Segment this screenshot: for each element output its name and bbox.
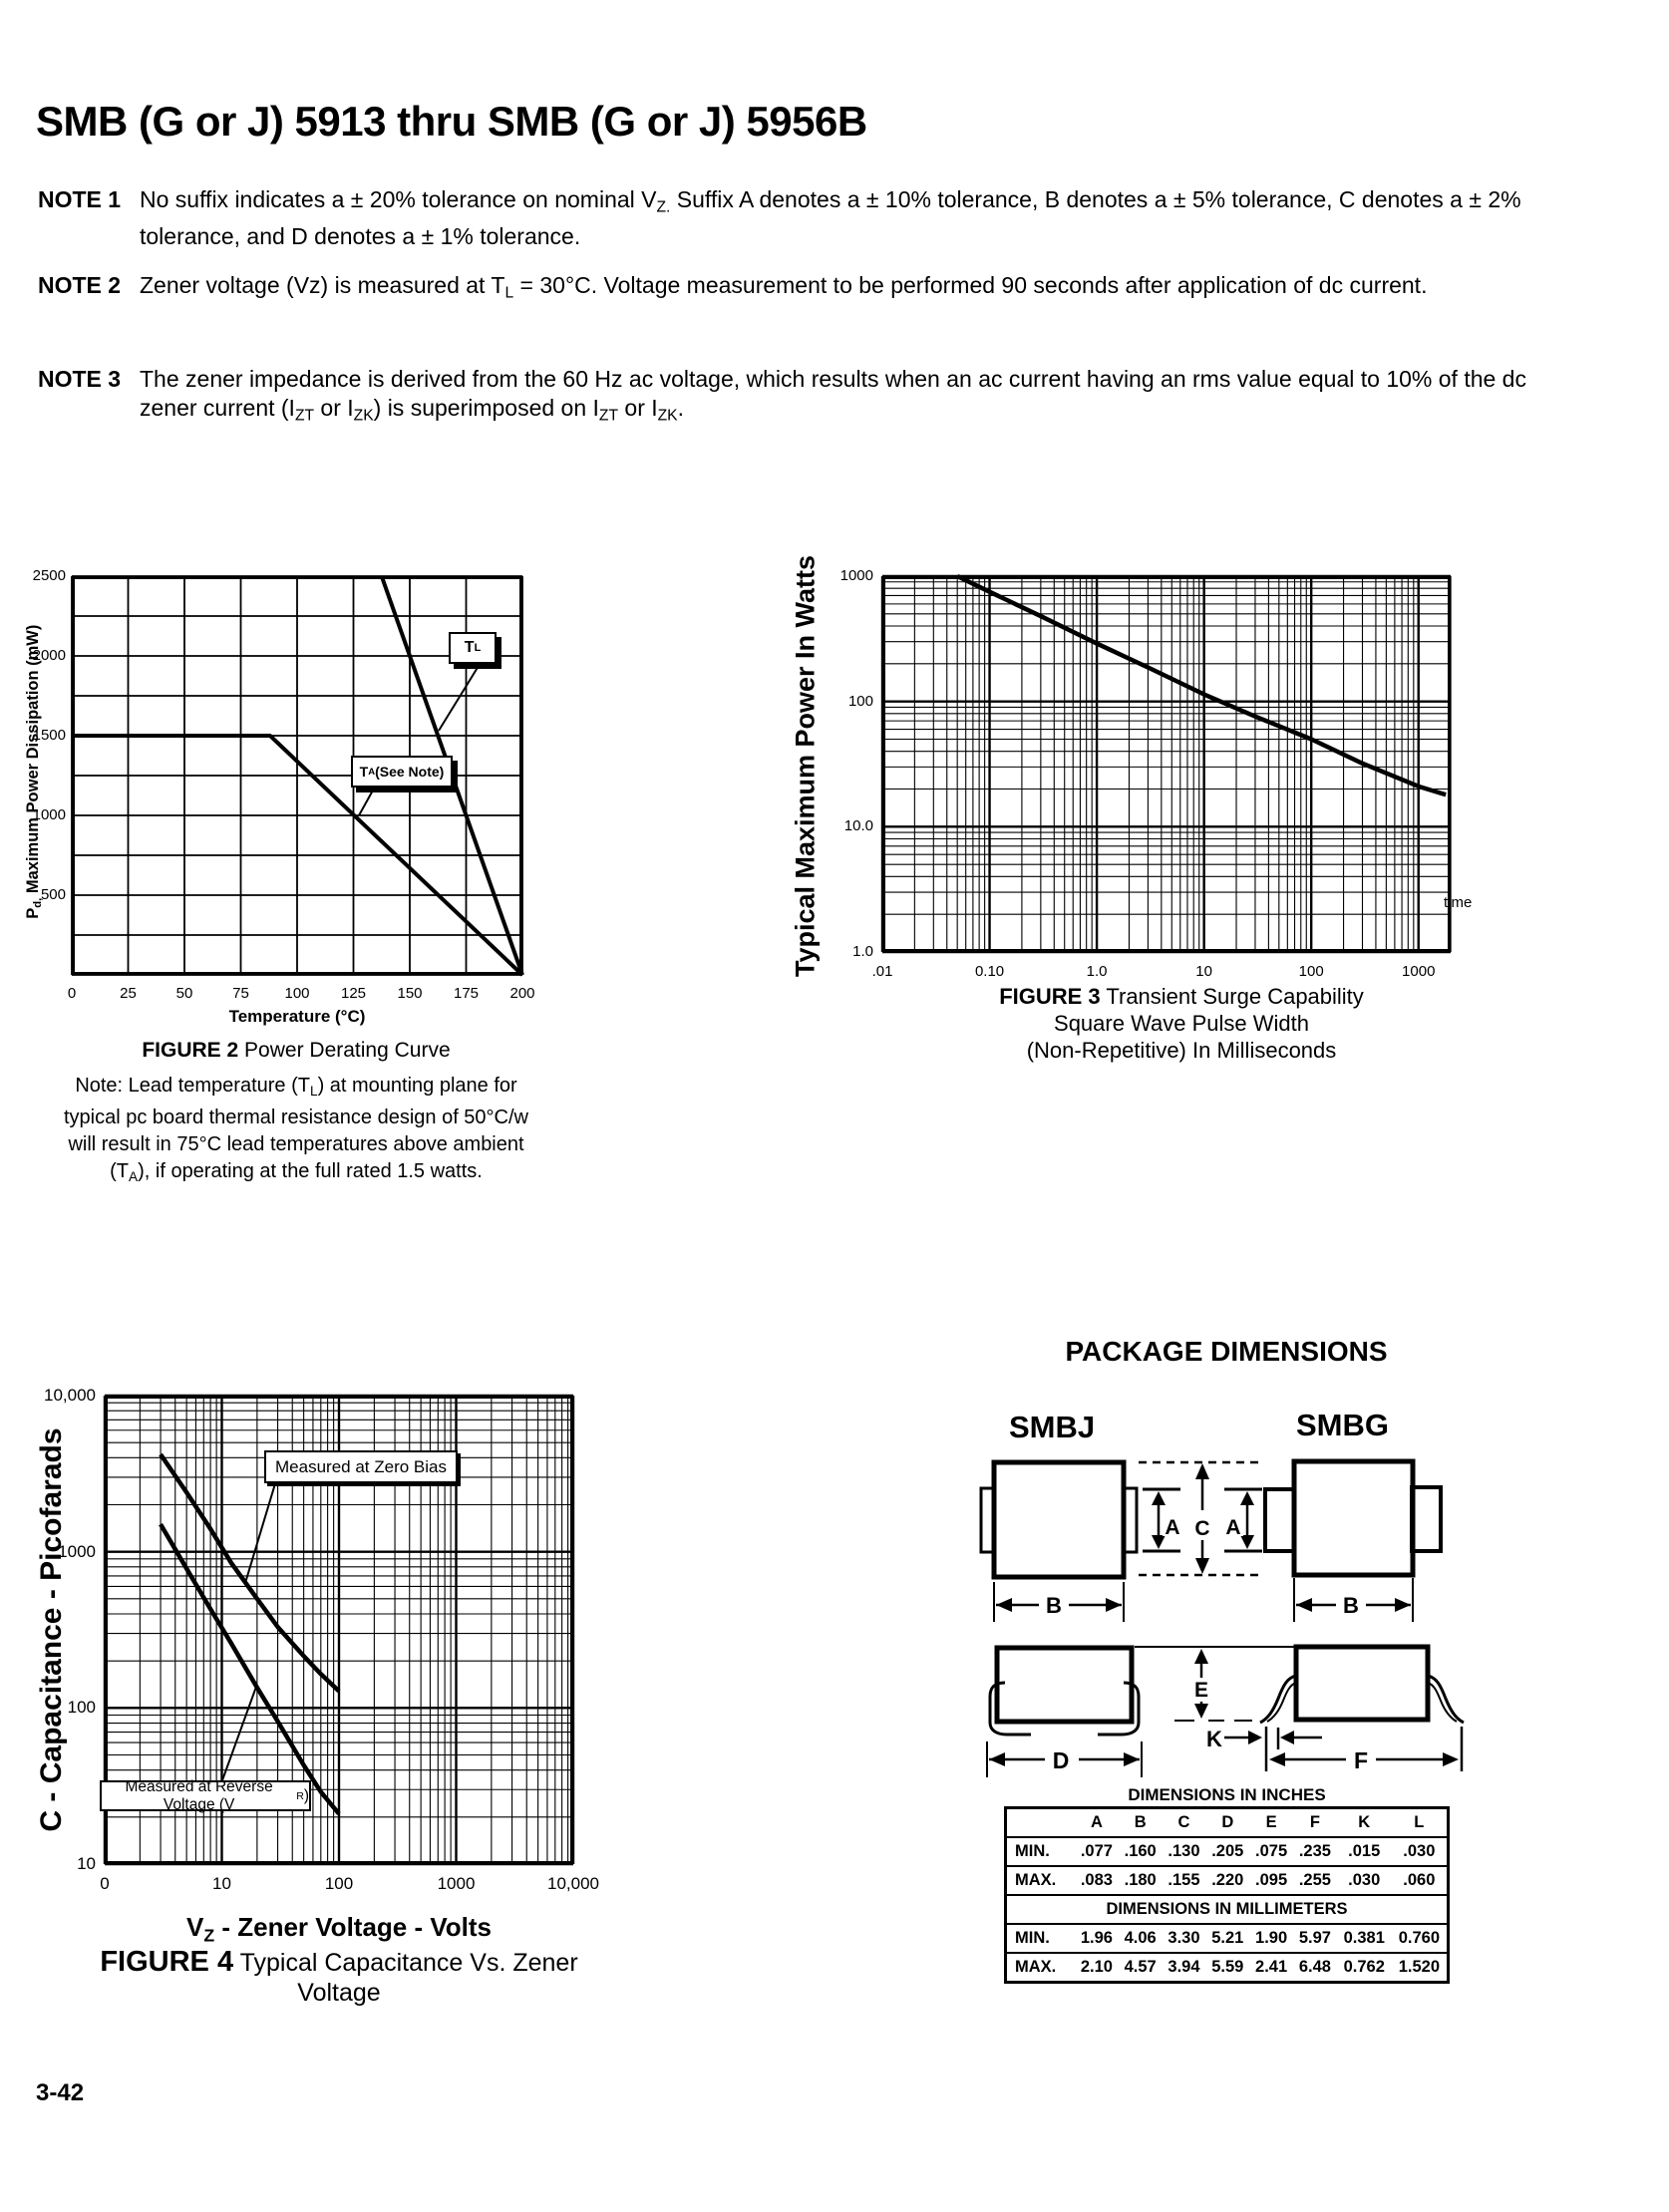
text-segment: Measured at Zero Bias bbox=[275, 1456, 447, 1476]
figure4-x-axis-label bbox=[105, 1912, 573, 1946]
text-segment: or I bbox=[618, 395, 658, 421]
inches-min-row bbox=[1006, 1837, 1449, 1866]
figure3-y-axis-label: Typical Maximum Power In Watts bbox=[790, 554, 821, 978]
note-text bbox=[140, 271, 1535, 308]
dim-letter-a: A bbox=[1225, 1516, 1241, 1539]
annotation-ta bbox=[351, 756, 453, 788]
text-segment: Suffix A denotes a ± 10% tolerance, B denotes a ± 5% tolerance, C denotes a ± 2% tolerance, and D denotes a ± 1% tolerance. bbox=[140, 186, 1521, 249]
subscript-text: ZK bbox=[657, 407, 678, 425]
text-segment: will result in 75°C lead temperatures above ambient bbox=[68, 1133, 524, 1156]
subscript-text: d, bbox=[32, 897, 45, 908]
text-segment: P bbox=[23, 907, 42, 919]
fig4-x-tick: 10,000 bbox=[547, 1874, 599, 1893]
figure2-caption-rest: Power Derating Curve bbox=[238, 1039, 451, 1062]
table-cell: 0.381 bbox=[1337, 1924, 1392, 1953]
table-cell: .015 bbox=[1337, 1837, 1392, 1866]
note-text bbox=[140, 185, 1535, 251]
note-2 bbox=[38, 271, 1535, 308]
dim-letter-e: E bbox=[1193, 1679, 1209, 1702]
table-cell: .083 bbox=[1075, 1866, 1119, 1895]
fig2-x-tick: 0 bbox=[67, 985, 77, 1002]
text-segment: typical pc board thermal resistance design of 50°C/w bbox=[63, 1106, 528, 1129]
dim-letter-d: D bbox=[1052, 1747, 1070, 1773]
table-cell: .155 bbox=[1163, 1866, 1206, 1895]
figure4-y-axis-label: C - Capacitance - Picofarads bbox=[35, 1427, 68, 1832]
note-label: NOTE 3 bbox=[38, 366, 122, 392]
dimensions-table-wrap bbox=[1004, 1806, 1450, 1984]
figure4-caption bbox=[60, 1946, 618, 2008]
text-segment: Measured at Reverse Voltage (V bbox=[125, 1777, 273, 1813]
figure2-x-axis-label: Temperature (°C) bbox=[228, 1007, 366, 1026]
annotation-reverse-voltage bbox=[100, 1777, 311, 1813]
table-cell: 0.760 bbox=[1392, 1924, 1449, 1953]
fig4-x-tick: 1000 bbox=[437, 1874, 476, 1893]
table-cell: 5.59 bbox=[1205, 1953, 1249, 1983]
fig2-y-tick: 2000 bbox=[32, 647, 66, 664]
fig4-x-tick: 0 bbox=[100, 1874, 110, 1893]
dim-letter-a: A bbox=[1165, 1516, 1180, 1539]
fig4-y-tick: 10,000 bbox=[44, 1386, 96, 1405]
dimension-letters bbox=[1041, 1512, 1375, 1773]
subscript-text: A bbox=[129, 1169, 139, 1185]
fig2-x-tick: 125 bbox=[340, 985, 367, 1002]
subscript-text: ZT bbox=[294, 407, 315, 425]
note-label: NOTE 1 bbox=[38, 186, 122, 212]
package-variant-smbj: SMBJ bbox=[1009, 1410, 1096, 1444]
table-cell: 3.30 bbox=[1163, 1924, 1206, 1953]
text-segment: Maximum Power Dissipation (mW) bbox=[23, 624, 42, 898]
figure3-time-label: time bbox=[1444, 894, 1473, 911]
figure2-footnote-line bbox=[42, 1105, 550, 1131]
table-cell: 3.94 bbox=[1163, 1953, 1206, 1983]
table-cell: 5.21 bbox=[1205, 1924, 1249, 1953]
subscript-text: L bbox=[474, 642, 482, 654]
text-segment: Note: Lead temperature (T bbox=[75, 1075, 310, 1097]
row-label: MIN. bbox=[1006, 1924, 1076, 1953]
package-outline-drawing bbox=[957, 1450, 1476, 1784]
text-segment: (See Note) bbox=[375, 764, 445, 780]
table-cell: .255 bbox=[1293, 1866, 1337, 1895]
row-label: MIN. bbox=[1006, 1837, 1076, 1866]
note-text bbox=[140, 365, 1535, 431]
figure2-caption-bold: FIGURE 2 bbox=[142, 1039, 239, 1062]
table-cell: 0.762 bbox=[1337, 1953, 1392, 1983]
table-cell: .130 bbox=[1163, 1837, 1206, 1866]
table-cell: .220 bbox=[1205, 1866, 1249, 1895]
figure3-caption-line1 bbox=[932, 983, 1431, 1010]
fig3-x-tick: 1000 bbox=[1402, 963, 1436, 980]
fig4-x-tick: 10 bbox=[212, 1874, 231, 1893]
table-cell: .075 bbox=[1249, 1837, 1293, 1866]
text-segment: No suffix indicates a ± 20% tolerance on nominal V bbox=[140, 186, 657, 212]
dim-letter-c: C bbox=[1194, 1517, 1210, 1540]
figure3-caption bbox=[932, 983, 1431, 1064]
figure3-caption-bold: FIGURE 3 bbox=[999, 984, 1101, 1009]
fig4-y-tick: 100 bbox=[67, 1698, 96, 1718]
fig3-x-tick: 100 bbox=[1298, 963, 1324, 980]
table-cell: C bbox=[1163, 1808, 1206, 1838]
row-label bbox=[1006, 1808, 1076, 1838]
fig2-x-tick: 100 bbox=[284, 985, 310, 1002]
fig3-y-tick: 1.0 bbox=[852, 943, 873, 960]
figure2-footnote-line bbox=[42, 1158, 550, 1190]
fig2-x-tick: 75 bbox=[232, 985, 249, 1002]
fig2-y-tick: 1500 bbox=[32, 727, 66, 744]
fig2-y-tick: 2500 bbox=[32, 567, 66, 584]
subscript-text: L bbox=[310, 1084, 318, 1100]
dim-letter-b: B bbox=[1046, 1593, 1062, 1618]
table-cell: A bbox=[1075, 1808, 1119, 1838]
text-segment: T bbox=[464, 639, 475, 656]
table-cell: .030 bbox=[1392, 1837, 1449, 1866]
note-1 bbox=[38, 185, 1535, 251]
subscript-text: R bbox=[296, 1789, 304, 1802]
fig3-x-tick: 1.0 bbox=[1086, 963, 1108, 980]
annotation-tl bbox=[449, 632, 497, 664]
fig2-x-tick: 25 bbox=[120, 985, 137, 1002]
note-3 bbox=[38, 365, 1535, 431]
table-cell: 1.96 bbox=[1075, 1924, 1119, 1953]
figure4-caption-bold: FIGURE 4 bbox=[100, 1946, 234, 1978]
table-cell: 5.97 bbox=[1293, 1924, 1337, 1953]
text-segment: . bbox=[677, 395, 684, 421]
fig4-x-tick: 100 bbox=[324, 1874, 354, 1893]
table-cell: L bbox=[1392, 1808, 1449, 1838]
figure4-caption-rest: Typical Capacitance Vs. Zener Voltage bbox=[233, 1949, 578, 2007]
figure3-transient-surge-chart bbox=[882, 576, 1451, 952]
table-cell: .160 bbox=[1119, 1837, 1163, 1866]
table-cell: 4.57 bbox=[1119, 1953, 1163, 1983]
mm-header-row bbox=[1006, 1895, 1449, 1924]
inches-max-row bbox=[1006, 1866, 1449, 1895]
page-number: 3-42 bbox=[36, 2079, 85, 2106]
annotation-zero-bias bbox=[264, 1450, 458, 1483]
fig2-x-tick: 200 bbox=[509, 985, 535, 1002]
text-segment: = 30°C. Voltage measurement to be performed 90 seconds after application of dc current. bbox=[513, 272, 1428, 298]
text-segment: or I bbox=[314, 395, 354, 421]
fig3-x-tick: 10 bbox=[1195, 963, 1212, 980]
fig4-y-tick: 10 bbox=[77, 1854, 96, 1873]
table-cell: .030 bbox=[1337, 1866, 1392, 1895]
dim-letter-b: B bbox=[1343, 1593, 1359, 1618]
series-transient-surge bbox=[957, 576, 1446, 794]
note-label: NOTE 2 bbox=[38, 272, 122, 298]
table-section-header: DIMENSIONS IN MILLIMETERS bbox=[1006, 1895, 1449, 1924]
table-cell: E bbox=[1249, 1808, 1293, 1838]
subscript-text: A bbox=[368, 766, 376, 778]
table-cell: 2.10 bbox=[1075, 1953, 1119, 1983]
text-segment: V bbox=[186, 1912, 204, 1942]
table-cell: .095 bbox=[1249, 1866, 1293, 1895]
page-title: SMB (G or J) 5913 thru SMB (G or J) 5956B bbox=[36, 98, 867, 145]
mm-max-row bbox=[1006, 1953, 1449, 1983]
smbg-side-view bbox=[1260, 1647, 1464, 1723]
text-segment: T bbox=[359, 764, 369, 780]
figure2-footnote-line bbox=[42, 1131, 550, 1158]
table-cell: 2.41 bbox=[1249, 1953, 1293, 1983]
table-cell: 1.520 bbox=[1392, 1953, 1449, 1983]
figure3-caption-line3: (Non-Repetitive) In Milliseconds bbox=[1026, 1038, 1337, 1063]
subscript-text: Z. bbox=[656, 198, 671, 216]
column-header-row bbox=[1006, 1808, 1449, 1838]
table-cell: D bbox=[1205, 1808, 1249, 1838]
subscript-text: Z bbox=[203, 1925, 215, 1946]
table-cell: K bbox=[1337, 1808, 1392, 1838]
subscript-text: L bbox=[504, 284, 514, 302]
text-segment: - Zener Voltage - Volts bbox=[214, 1912, 492, 1942]
fig2-y-tick: 500 bbox=[40, 886, 66, 903]
figure2-footnote-line bbox=[42, 1073, 550, 1105]
dim-letter-f: F bbox=[1353, 1747, 1369, 1773]
fig3-x-tick: 0.10 bbox=[974, 963, 1005, 980]
table-cell: .205 bbox=[1205, 1837, 1249, 1866]
table-cell: B bbox=[1119, 1808, 1163, 1838]
fig3-x-tick: .01 bbox=[871, 963, 893, 980]
subscript-text: ZK bbox=[353, 407, 374, 425]
text-segment: Zener voltage (Vz) is measured at T bbox=[140, 272, 505, 298]
fig2-x-tick: 150 bbox=[397, 985, 423, 1002]
table-cell: .180 bbox=[1119, 1866, 1163, 1895]
text-segment: ), if operating at the full rated 1.5 watts. bbox=[138, 1160, 483, 1183]
figure2-footnote bbox=[42, 1073, 550, 1190]
text-segment: ) is superimposed on I bbox=[373, 395, 599, 421]
package-dimensions-title: PACKAGE DIMENSIONS bbox=[1065, 1336, 1388, 1367]
figure3-caption-rest: Transient Surge Capability bbox=[1100, 984, 1364, 1009]
dimensions-table bbox=[1004, 1806, 1450, 1984]
text-segment: The zener impedance is derived from the 60 Hz ac voltage, which results when an ac current having an rms value equal to 10% of the dc zener current (I bbox=[140, 366, 1526, 421]
package-variant-smbg: SMBG bbox=[1296, 1408, 1389, 1442]
fig2-x-tick: 175 bbox=[453, 985, 480, 1002]
row-label: MAX. bbox=[1006, 1953, 1076, 1983]
subscript-text: ZT bbox=[598, 407, 619, 425]
table-cell: 1.90 bbox=[1249, 1924, 1293, 1953]
fig2-x-tick: 50 bbox=[175, 985, 193, 1002]
figure3-caption-line2: Square Wave Pulse Width bbox=[1054, 1011, 1309, 1036]
text-segment: ) bbox=[303, 1786, 309, 1804]
table-cell: 4.06 bbox=[1119, 1924, 1163, 1953]
fig4-y-tick: 1000 bbox=[58, 1541, 96, 1561]
row-label: MAX. bbox=[1006, 1866, 1076, 1895]
table-cell: .060 bbox=[1392, 1866, 1449, 1895]
table-cell: .235 bbox=[1293, 1837, 1337, 1866]
table-cell: F bbox=[1293, 1808, 1337, 1838]
text-segment: ) at mounting plane for bbox=[317, 1075, 517, 1097]
figure2-caption bbox=[42, 1039, 550, 1063]
figure2-y-axis-label bbox=[24, 562, 44, 981]
fig2-y-tick: 1000 bbox=[32, 806, 66, 823]
table-cell: .077 bbox=[1075, 1837, 1119, 1866]
text-segment: (T bbox=[110, 1160, 130, 1183]
table-cell: 6.48 bbox=[1293, 1953, 1337, 1983]
fig3-y-tick: 10.0 bbox=[843, 817, 873, 835]
dimensions-in-inches-header: DIMENSIONS IN INCHES bbox=[1128, 1785, 1326, 1804]
dim-letter-k: K bbox=[1206, 1727, 1222, 1751]
fig3-y-tick: 100 bbox=[847, 692, 873, 710]
mm-min-row bbox=[1006, 1924, 1449, 1953]
fig3-y-tick: 1000 bbox=[839, 567, 873, 584]
